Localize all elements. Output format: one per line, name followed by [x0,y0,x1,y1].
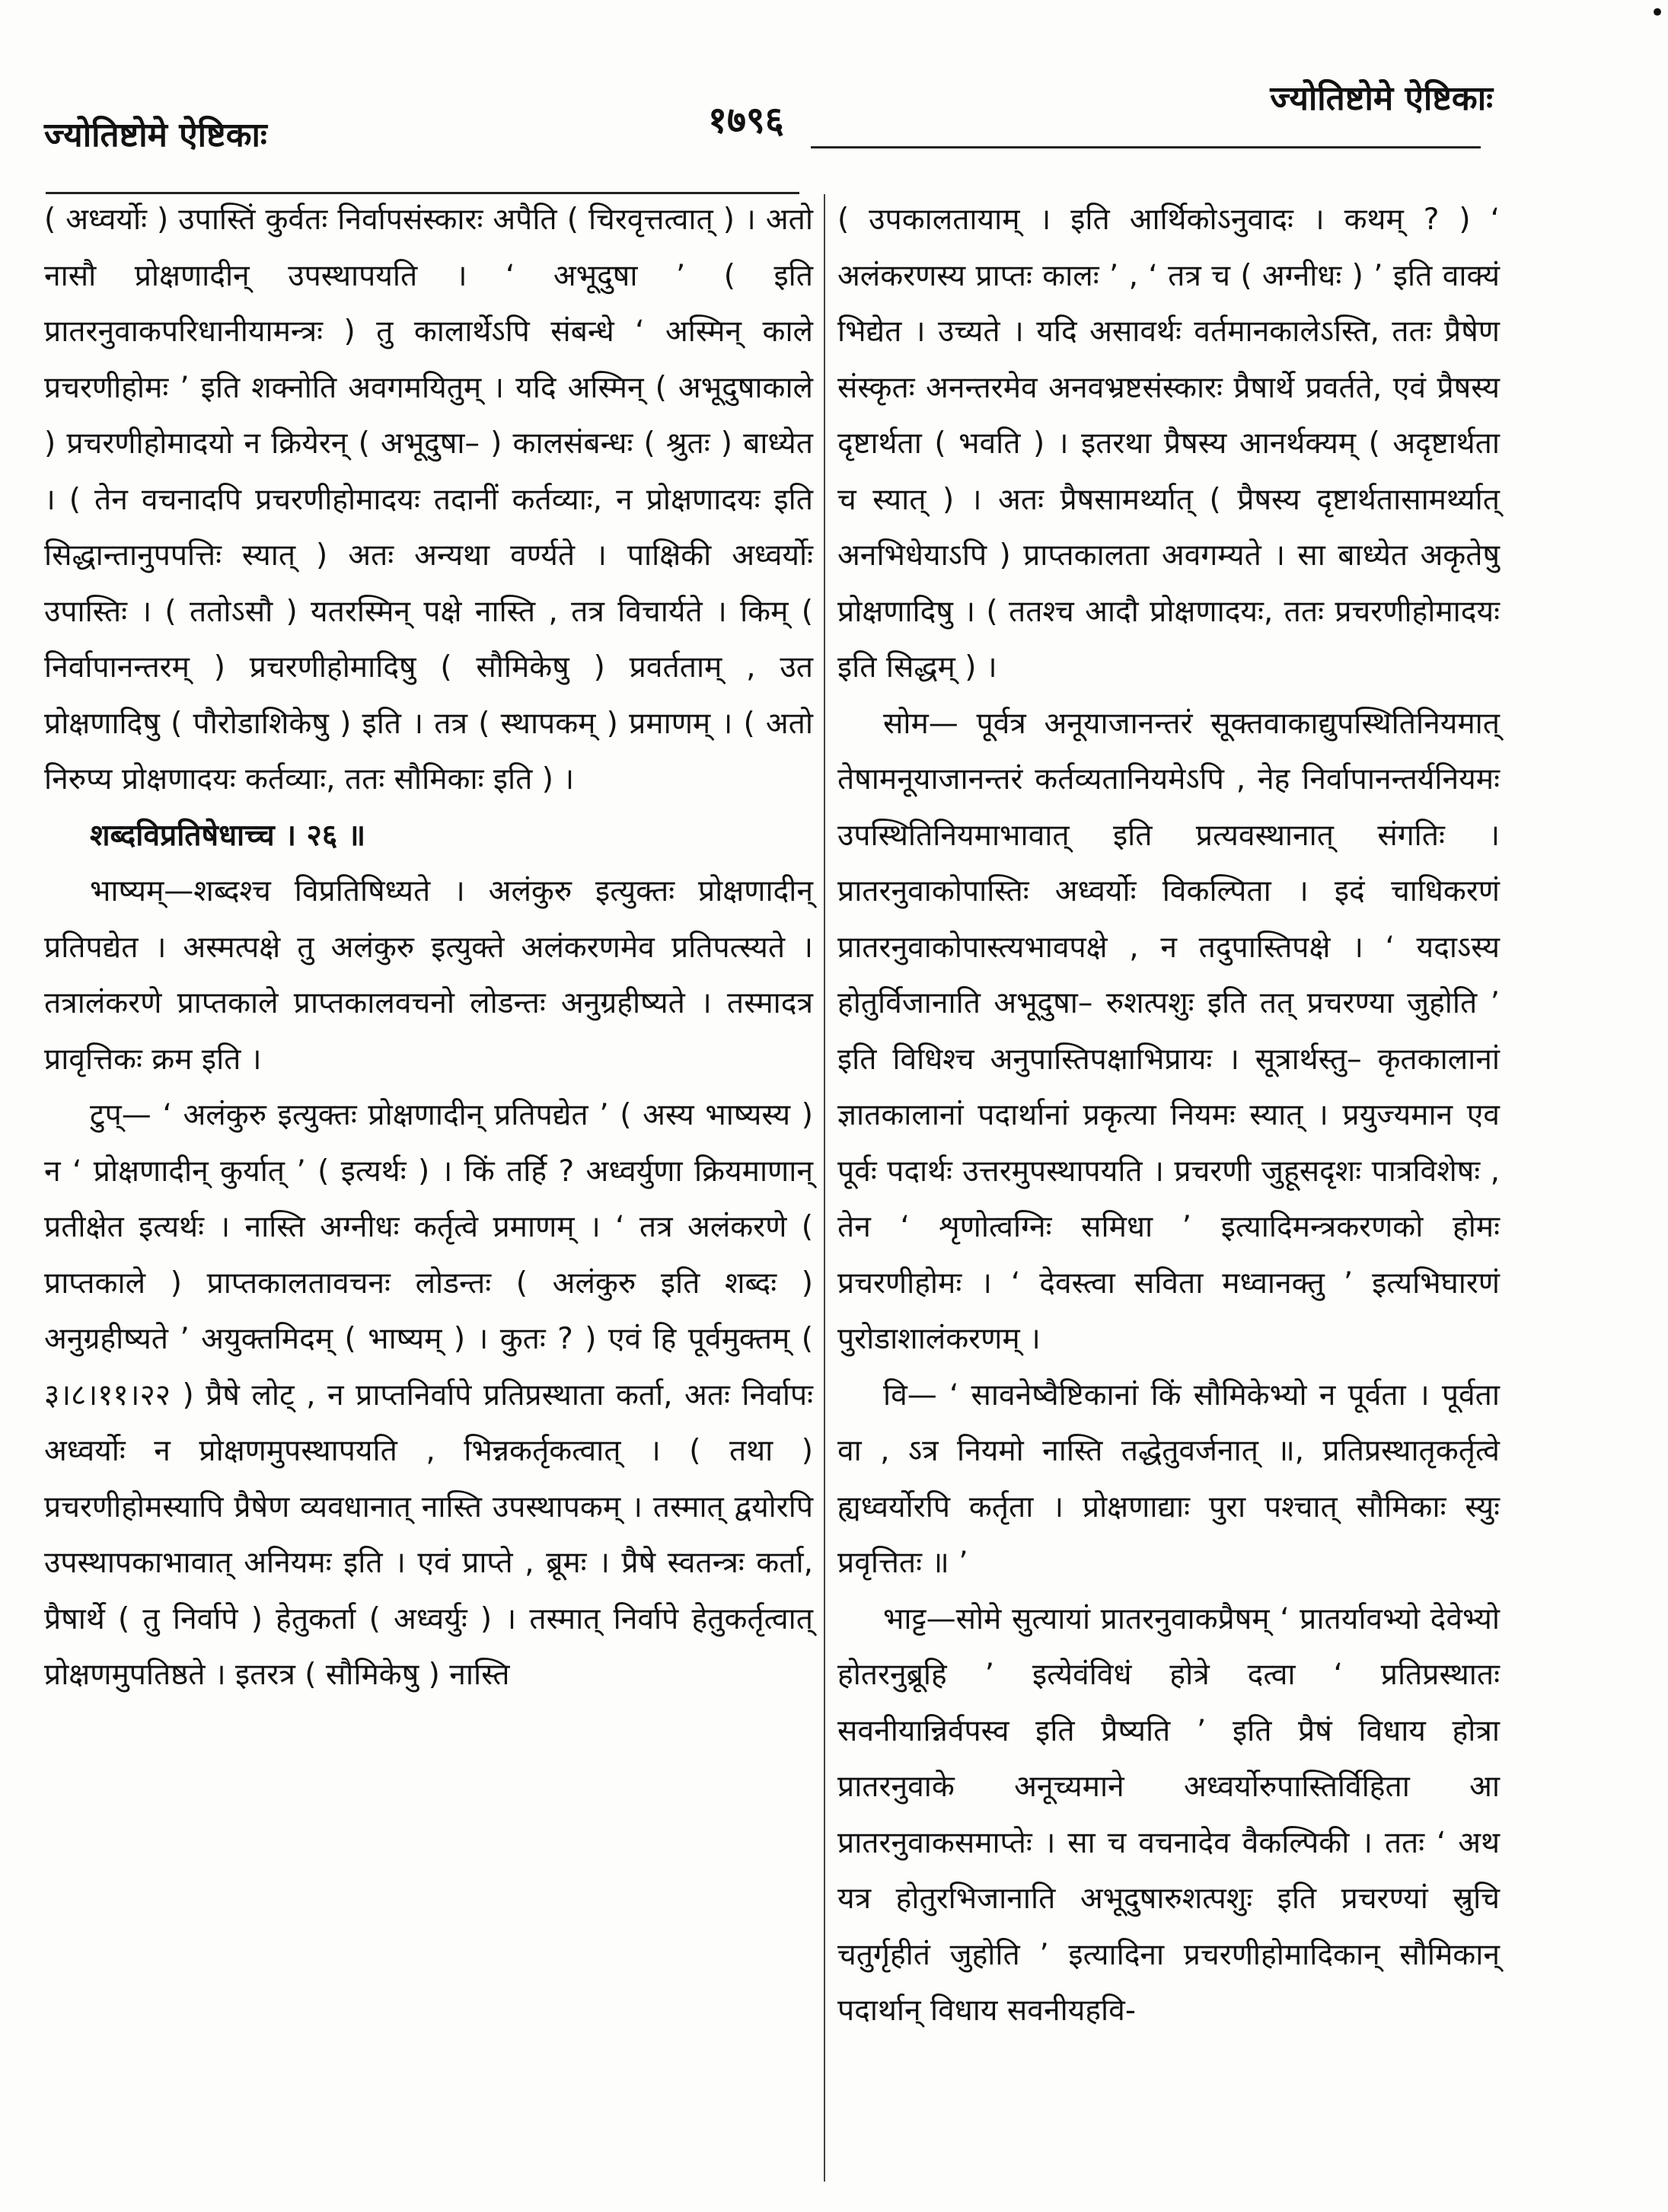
left-column [44,192,813,1703]
right-paragraph-1: ( उपकालतायाम् । इति आर्थिकोऽनुवादः । कथम् ? ) ‘ अलंकरणस्य प्राप्तः कालः ’ , ‘ तत्र च ( अग्नीधः ) ’ इति वाक्यं भिद्येत । उच्यते । यदि असावर्थः वर्तमानकालेऽस्ति, ततः प्रैषेण संस्कृतः अनन्तरमेव अनवभ्रष्टसंस्कारः प्रैषार्थे प्रवर्तते, एवं प्रैषस्य दृष्टार्थता ( भवति ) । इतरथा प्रैषस्य आनर्थक्यम् ( अदृष्टार्थता च स्यात् ) । अतः प्रैषसामर्थ्यात् ( प्रैषस्य दृष्टार्थतासामर्थ्यात् अनभिधेयाऽपि ) प्राप्तकालता अवगम्यते । सा बाध्येत अकृतेषु प्रोक्षणादिषु । ( ततश्च आदौ प्रोक्षणादयः, ततः प्रचरणीहोमादयः इति सिद्धम् ) । [837,203,1500,685]
right-column [837,192,1500,2039]
corner-mark: • [1650,0,1666,28]
column-divider [824,194,825,2182]
tup-paragraph: टुप्— ‘ अलंकुरु इत्युक्तः प्रोक्षणादीन् प्रतिपद्येत ’ ( अस्य भाष्यस्य ) न ‘ प्रोक्षणादीन् कुर्यात् ’ ( इत्यर्थः ) । किं तर्हि ? अध्वर्युणा क्रियमाणान् प्रतीक्षेत इत्यर्थः । नास्ति अग्नीधः कर्तृत्वे प्रमाणम् । ‘ तत्र अलंकरणे ( प्राप्तकाले ) प्राप्तकालतावचनः लोडन्तः ( अलंकुरु इति शब्दः ) अनुग्रहीष्यते ’ अयुक्तमिदम् ( भाष्यम् ) । कुतः ? ) एवं हि पूर्वमुक्तम् ( ३।८।११।२२ ) प्रैषे लोट् , न प्राप्तनिर्वापे प्रतिप्रस्थाता कर्ता, अतः निर्वापः अध्वर्योः न प्रोक्षणमुपस्थापयति , भिन्नकर्तृकत्वात् । ( तथा ) प्रचरणीहोमस्यापि प्रैषेण व्यवधानात् नास्ति उपस्थापकम् । तस्मात् द्वयोरपि उपस्थापकाभावात् अनियमः इति । एवं प्राप्ते , ब्रूमः । प्रैषे स्वतन्त्रः कर्ता, प्रैषार्थे ( तु निर्वापे ) हेतुकर्ता ( अध्वर्युः ) । तस्मात् निर्वापे हेतुकर्तृत्वात् प्रोक्षणमुपतिष्ठते । इतरत्र ( सौमिकेषु ) नास्ति [44,1098,813,1692]
bhatta-paragraph: भाट्ट—सोमे सुत्यायां प्रातरनुवाकप्रैषम् ‘ प्रातर्यावभ्यो देवेभ्यो होतरनुब्रूहि ’ इत्येवंविधं होत्रे दत्वा ‘ प्रतिप्रस्थातः सवनीयान्निर्वपस्व इति प्रैष्यति ’ इति प्रैषं विधाय होत्रा प्रातरनुवाके अनूच्यमाने अध्वर्योरुपास्तिर्विहिता आ प्रातरनुवाकसमाप्तेः । सा च वचनादेव वैकल्पिकी । ततः ‘ अथ यत्र होतुरभिजानाति अभूदुषारुशत्पशुः इति प्रचरण्यां स्रुचि चतुर्गृहीतं जुहोति ’ इत्यादिना प्रचरणीहोमादिकान् सौमिकान् पदार्थान् विधाय सवनीयहवि- [837,1601,1500,2028]
vi-paragraph: वि— ‘ सावनेष्वैष्टिकानां किं सौमिकेभ्यो न पूर्वता । पूर्वता वा , ऽत्र नियमो नास्ति तद्धेतुवर्जनात् ॥, प्रतिप्रस्थातृकर्तृत्वे ह्यध्वर्योरपि कर्तृता । प्रोक्षणाद्याः पुरा पश्चात् सौमिकाः स्युः प्रवृत्तितः ॥ ’ [837,1377,1500,1580]
bhashya-paragraph: भाष्यम्—शब्दश्च विप्रतिषिध्यते । अलंकुरु इत्युक्तः प्रोक्षणादीन् प्रतिपद्येत । अस्मत्पक्षे तु अलंकुरु इत्युक्ते अलंकरणमेव प्रतिपत्स्यते । तत्रालंकरणे प्राप्तकाले प्राप्तकालवचनो लोडन्तः अनुग्रहीष्यते । तस्मादत्र प्रावृत्तिकः क्रम इति । [44,874,813,1077]
page-number: १७९६ [708,99,784,142]
sutra-heading: शब्दविप्रतिषेधाच्च । २६ ॥ [90,818,366,853]
left-paragraph-1: ( अध्वर्योः ) उपास्तिं कुर्वतः निर्वापसंस्कारः अपैति ( चिरवृत्तत्वात् ) । अतो नासौ प्रोक्षणादीन् उपस्थापयति । ‘ अभूदुषा ’ ( इति प्रातरनुवाकपरिधानीयामन्त्रः ) तु कालार्थेऽपि संबन्धे ‘ अस्मिन् काले प्रचरणीहोमः ’ इति शक्नोति अवगमयितुम् । यदि अस्मिन् ( अभूदुषाकाले ) प्रचरणीहोमादयो न क्रियेरन् ( अभूदुषा– ) कालसंबन्धः ( श्रुतः ) बाध्येत । ( तेन वचनादपि प्रचरणीहोमादयः तदानीं कर्तव्याः, न प्रोक्षणादयः इति सिद्धान्तानुपपत्तिः स्यात् ) अतः अन्यथा वर्ण्यते । पाक्षिकी अध्वर्योः उपास्तिः । ( ततोऽसौ ) यतरस्मिन् पक्षे नास्ति , तत्र विचार्यते । किम् ( निर्वापानन्तरम् ) प्रचरणीहोमादिषु ( सौमिकेषु ) प्रवर्तताम् , उत प्रोक्षणादिषु ( पौरोडाशिकेषु ) इति । तत्र ( स्थापकम् ) प्रमाणम् । ( अतो निरुप्य प्रोक्षणादयः कर्तव्याः, ततः सौमिकाः इति ) । [44,203,813,796]
running-header-left: ज्योतिष्टोमे ऐष्टिकाः [44,116,267,155]
running-header-right: ज्योतिष्टोमे ऐष्टिकाः [1270,79,1493,118]
header-rule-right [811,146,1481,148]
soma-paragraph: सोम— पूर्वत्र अनूयाजानन्तरं सूक्तवाकाद्युपस्थितिनियमात् तेषामनूयाजानन्तरं कर्तव्यतानियमेऽपि , नेह निर्वापानन्तर्यनियमः उपस्थितिनियमाभावात् इति प्रत्यवस्थानात् संगतिः । प्रातरनुवाकोपास्तिः अध्वर्योः विकल्पिता । इदं चाधिकरणं प्रातरनुवाकोपास्त्यभावपक्षे , न तदुपास्तिपक्षे । ‘ यदाऽस्य होतुर्विजानाति अभूदुषा– रुशत्पशुः इति तत् प्रचरण्या जुहोति ’ इति विधिश्च अनुपास्तिपक्षाभिप्रायः । सूत्रार्थस्तु– कृतकालानां ज्ञातकालानां पदार्थानां प्रकृत्या नियमः स्यात् । प्रयुज्यमान एव पूर्वः पदार्थः उत्तरमुपस्थापयति । प्रचरणी जुहूसदृशः पात्रविशेषः , तेन ‘ शृणोत्वग्निः समिधा ’ इत्यादिमन्त्रकरणको होमः प्रचरणीहोमः । ‘ देवस्त्वा सविता मध्वानक्तु ’ इत्यभिघारणं पुरोडाशालंकरणम् । [837,706,1500,1356]
